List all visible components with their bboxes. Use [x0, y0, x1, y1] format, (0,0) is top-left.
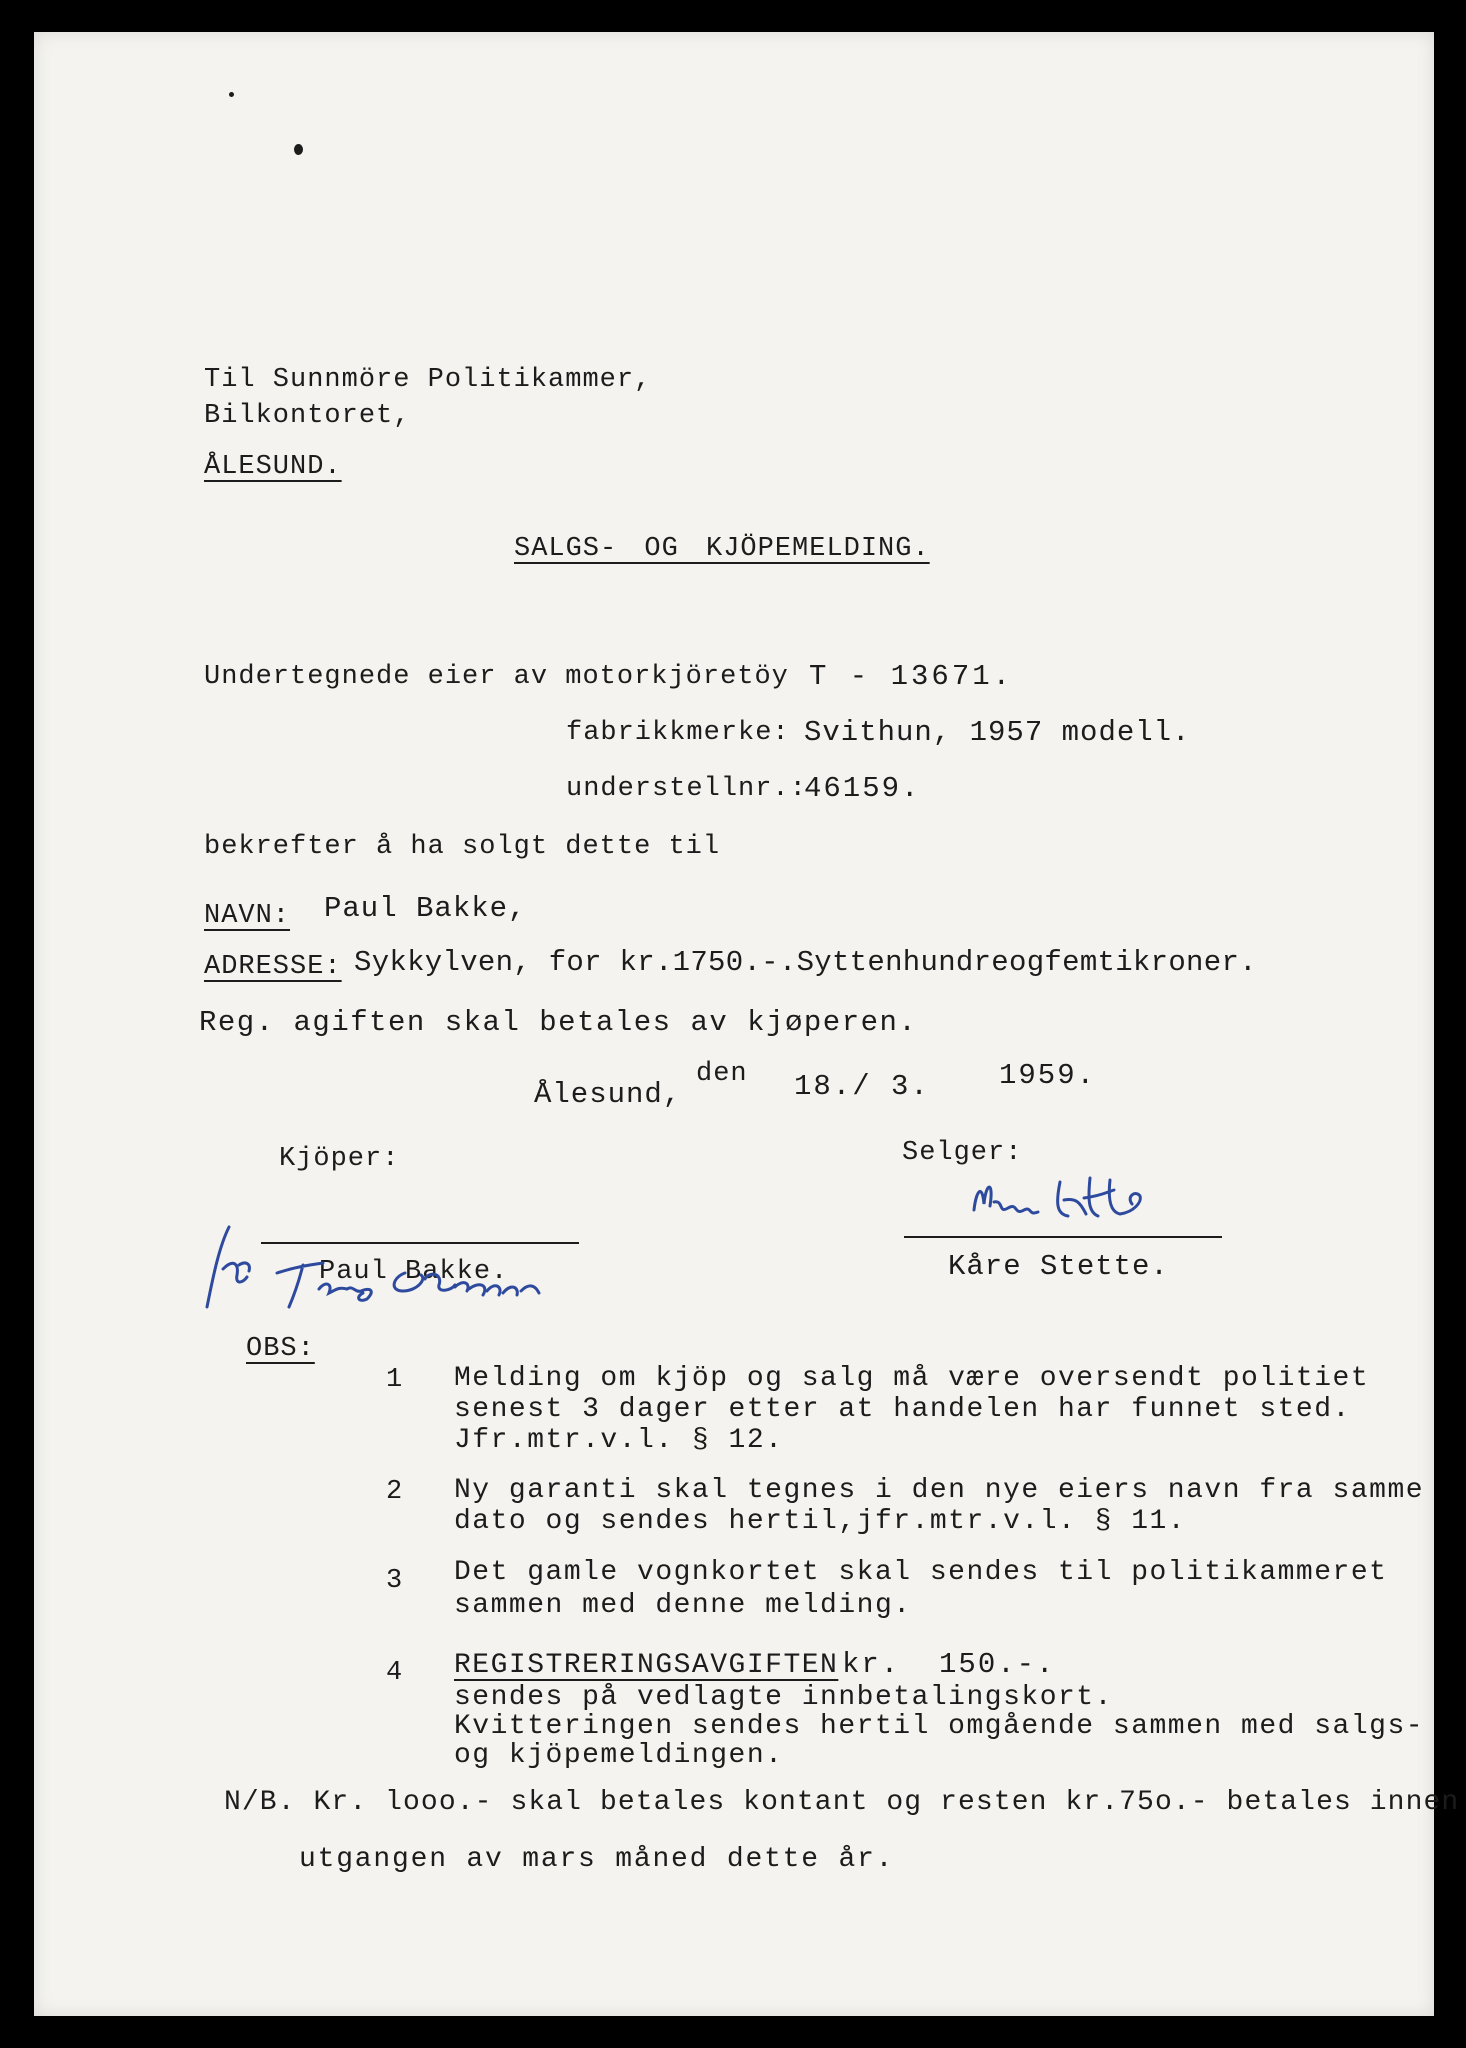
- name-value: Paul Bakke,: [324, 892, 527, 925]
- chassis-label: understellnr.:: [566, 774, 807, 804]
- obs-label: OBS:: [246, 1334, 315, 1364]
- seller-signature-line: [904, 1236, 1222, 1238]
- nb-line-2: utgangen av mars måned dette år.: [299, 1844, 895, 1875]
- name-label: NAVN:: [204, 901, 291, 931]
- ink-speck: [294, 144, 303, 155]
- date-place: Ålesund,: [534, 1078, 682, 1111]
- date-day-month: 18./ 3.: [794, 1070, 930, 1103]
- registration-fee-amount: kr. 150.-.: [842, 1648, 1056, 1681]
- seller-signature: [964, 1172, 1194, 1242]
- owner-line-label: Undertegnede eier av motorkjöretöy: [204, 662, 789, 692]
- ink-speck: [229, 92, 234, 97]
- recipient-line-1: Til Sunnmöre Politikammer,: [204, 365, 652, 395]
- recipient-line-2: Bilkontoret,: [204, 401, 411, 431]
- obs-item-line: sammen med denne melding.: [454, 1590, 912, 1621]
- recipient-city: ÅLESUND.: [204, 452, 342, 482]
- document-title: SALGS- OG KJÖPEMELDING.: [514, 534, 930, 564]
- registration-fee-label: REGISTRERINGSAVGIFTEN: [454, 1650, 839, 1681]
- date-den: den: [696, 1059, 748, 1089]
- document-page: [34, 32, 1460, 2016]
- buyer-signature: [199, 1207, 619, 1317]
- registration-number: T - 13671.: [809, 660, 1014, 693]
- obs-item-line: Ny garanti skal tegnes i den nye eiers navn fra samme: [454, 1475, 1425, 1506]
- make-label: fabrikkmerke:: [566, 718, 790, 748]
- fee-note: Reg. agiften skal betales av kjøperen.: [199, 1006, 918, 1039]
- buyer-label: Kjöper:: [279, 1144, 400, 1174]
- address-label: ADRESSE:: [204, 952, 342, 982]
- seller-name: Kåre Stette.: [948, 1250, 1169, 1283]
- obs-item-line: Jfr.mtr.v.l. § 12.: [454, 1425, 784, 1456]
- obs-item-number: 4: [386, 1658, 404, 1688]
- obs-item-line: Melding om kjöp og salg må være oversendt politiet: [454, 1363, 1370, 1394]
- obs-item-line: Kvitteringen sendes hertil omgående sammen med salgs-: [454, 1711, 1425, 1742]
- sold-to-line: bekrefter å ha solgt dette til: [204, 832, 721, 862]
- make-value: Svithun, 1957 modell.: [804, 716, 1191, 749]
- date-year: 1959.: [999, 1059, 1097, 1092]
- address-value: Sykkylven, for kr.1750.-.Syttenhundreogfemtikroner.: [354, 946, 1257, 979]
- obs-item-line: senest 3 dager etter at handelen har funnet sted.: [454, 1394, 1351, 1425]
- nb-line-1: N/B. Kr. looo.- skal betales kontant og resten kr.75o.- betales innen: [224, 1787, 1460, 1818]
- obs-item-number: 2: [386, 1477, 404, 1507]
- obs-item-line: sendes på vedlagte innbetalingskort.: [454, 1682, 1113, 1713]
- obs-item-line: og kjöpemeldingen.: [454, 1740, 784, 1771]
- seller-label: Selger:: [902, 1138, 1023, 1168]
- chassis-value: 46159.: [804, 772, 921, 805]
- buyer-name: Paul Bakke.: [319, 1257, 509, 1287]
- obs-item-line: dato og sendes hertil,jfr.mtr.v.l. § 11.: [454, 1506, 1187, 1537]
- obs-item-number: 3: [386, 1566, 404, 1596]
- obs-item-line: Det gamle vognkortet skal sendes til politikammeret: [454, 1557, 1388, 1588]
- obs-item-number: 1: [386, 1365, 404, 1395]
